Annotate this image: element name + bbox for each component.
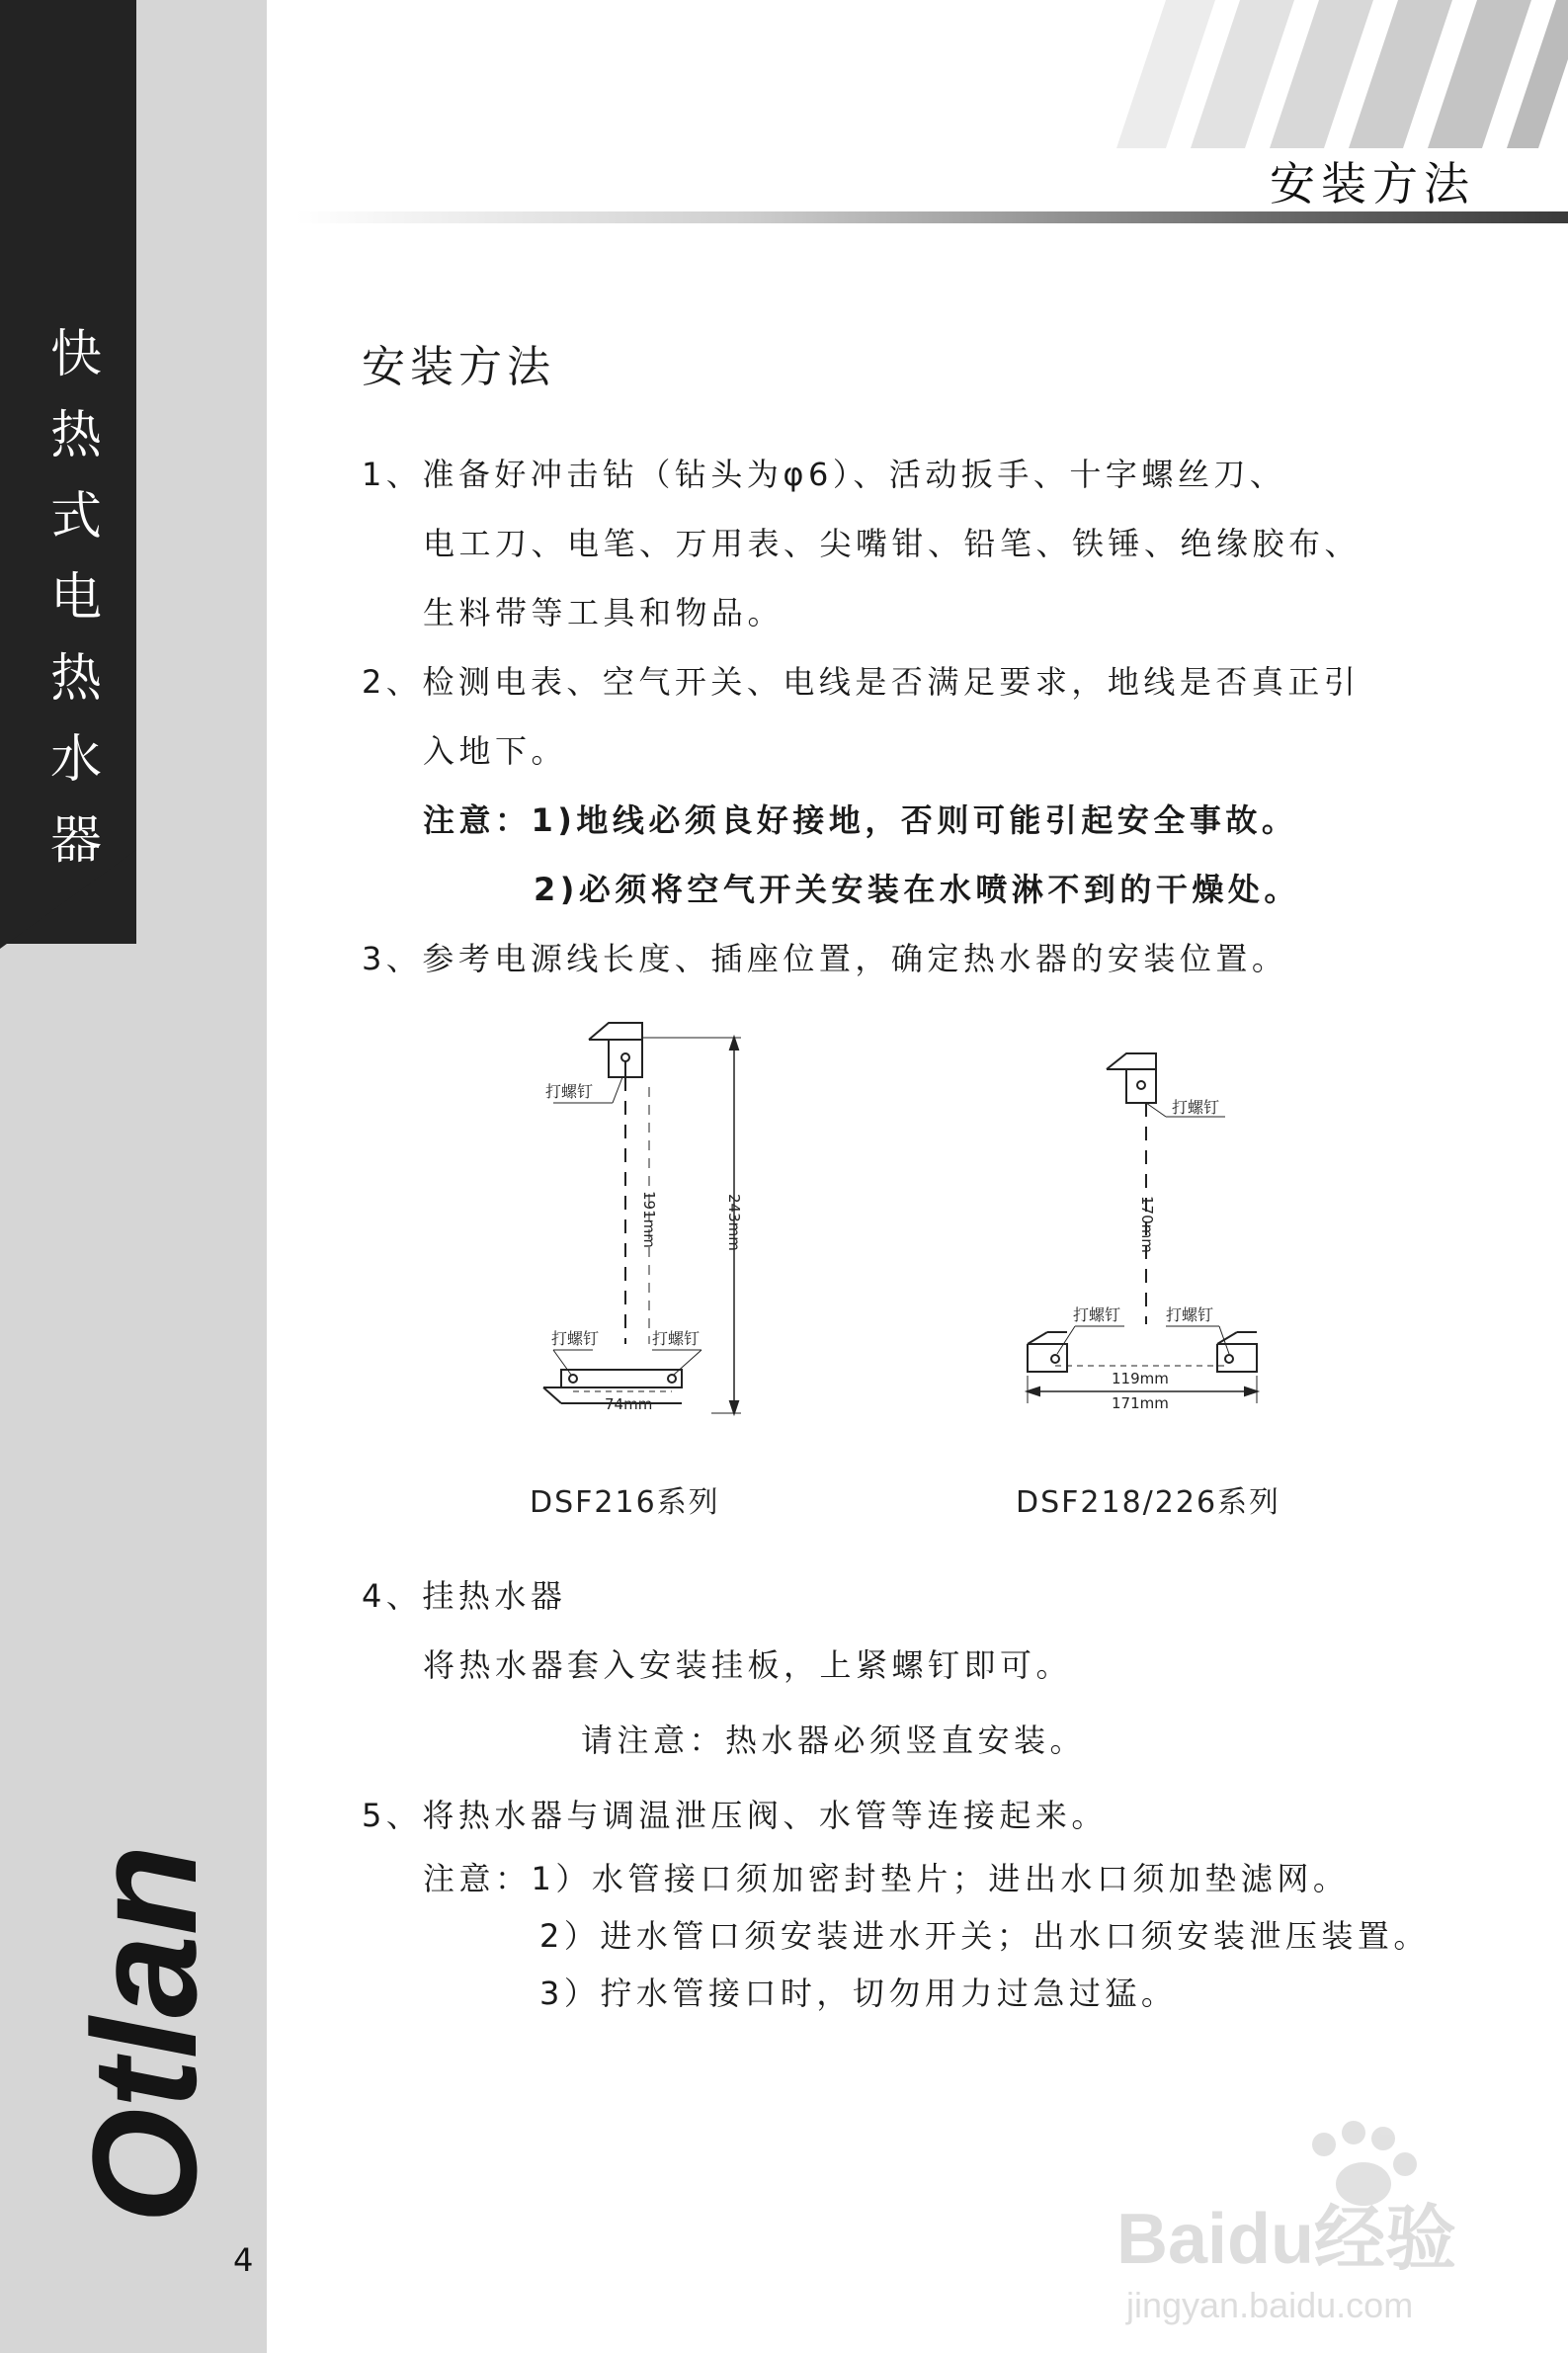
screw-label: 打螺钉 — [652, 1329, 701, 1348]
step1-line: 生料带等工具和物品。 — [423, 594, 784, 631]
note-line: 2)必须将空气开关安装在水喷淋不到的干燥处。 — [534, 871, 1300, 908]
title-char: 器 — [49, 811, 102, 871]
step1-line: 电工刀、电笔、万用表、尖嘴钳、铅笔、铁锤、绝缘胶布、 — [423, 525, 1362, 562]
dimension-label: 191mm — [640, 1191, 658, 1248]
step1-line: 1、准备好冲击钻（钻头为φ6）、活动扳手、十字螺丝刀、 — [362, 456, 1286, 493]
title-char: 热 — [49, 649, 102, 709]
baidu-watermark — [1116, 2115, 1482, 2332]
screw-label: 打螺钉 — [545, 1082, 594, 1101]
step4-body: 将热水器套入安装挂板，上紧螺钉即可。 — [423, 1646, 1073, 1684]
header-stripes — [1047, 0, 1568, 148]
dimension-label: 243mm — [725, 1194, 743, 1251]
title-char: 式 — [49, 487, 102, 546]
step3-line: 3、参考电源线长度、插座位置，确定热水器的安装位置。 — [362, 940, 1288, 977]
diagram-caption: DSF216系列 — [530, 1485, 720, 1520]
step5-title: 5、将热水器与调温泄压阀、水管等连接起来。 — [362, 1797, 1108, 1834]
title-char: 电 — [49, 568, 102, 628]
title-char: 水 — [49, 730, 102, 790]
page-number: 4 — [233, 2241, 254, 2279]
dimension-label: 74mm — [605, 1395, 653, 1413]
screw-label: 打螺钉 — [1073, 1305, 1121, 1324]
diagram-caption: DSF218/226系列 — [1016, 1485, 1281, 1520]
watermark-brand: Baidu经验 — [1116, 2200, 1457, 2279]
dimension-label: 119mm — [1112, 1370, 1169, 1387]
step4-note: 请注意：热水器必须竖直安装。 — [581, 1722, 1087, 1759]
note-line: 注意：1)地线必须良好接地，否则可能引起安全事故。 — [423, 801, 1298, 839]
step2-line: 入地下。 — [423, 732, 568, 770]
header-title: 安装方法 — [1270, 157, 1475, 210]
step4-title: 4、挂热水器 — [362, 1577, 567, 1615]
step2-line: 2、检测电表、空气开关、电线是否满足要求，地线是否真正引 — [362, 663, 1361, 701]
installation-diagram — [514, 1018, 1304, 1433]
header-rule — [296, 211, 1568, 223]
vertical-product-title — [41, 314, 111, 882]
section-title: 安装方法 — [362, 342, 555, 392]
dimension-label: 171mm — [1112, 1394, 1169, 1412]
screw-label: 打螺钉 — [1166, 1305, 1214, 1324]
main-content — [362, 331, 1508, 993]
title-char: 快 — [49, 325, 102, 384]
brand-logo — [61, 1818, 227, 2233]
logo-text: Otlan — [61, 1844, 227, 2224]
step5-note: 3）拧水管接口时，切勿用力过急过猛。 — [539, 1975, 1178, 2012]
step5-note: 注意：1）水管接口须加密封垫片；进出水口须加垫滤网。 — [423, 1860, 1350, 1897]
steps-4-5 — [362, 1561, 1547, 2022]
step5-note: 2）进水管口须安装进水开关；出水口须安装泄压装置。 — [539, 1917, 1430, 1955]
title-char: 热 — [49, 406, 102, 465]
dimension-label: 170mm — [1138, 1196, 1156, 1253]
watermark-url: jingyan.baidu.com — [1126, 2285, 1414, 2325]
screw-label: 打螺钉 — [1172, 1098, 1220, 1117]
screw-label: 打螺钉 — [551, 1329, 600, 1348]
